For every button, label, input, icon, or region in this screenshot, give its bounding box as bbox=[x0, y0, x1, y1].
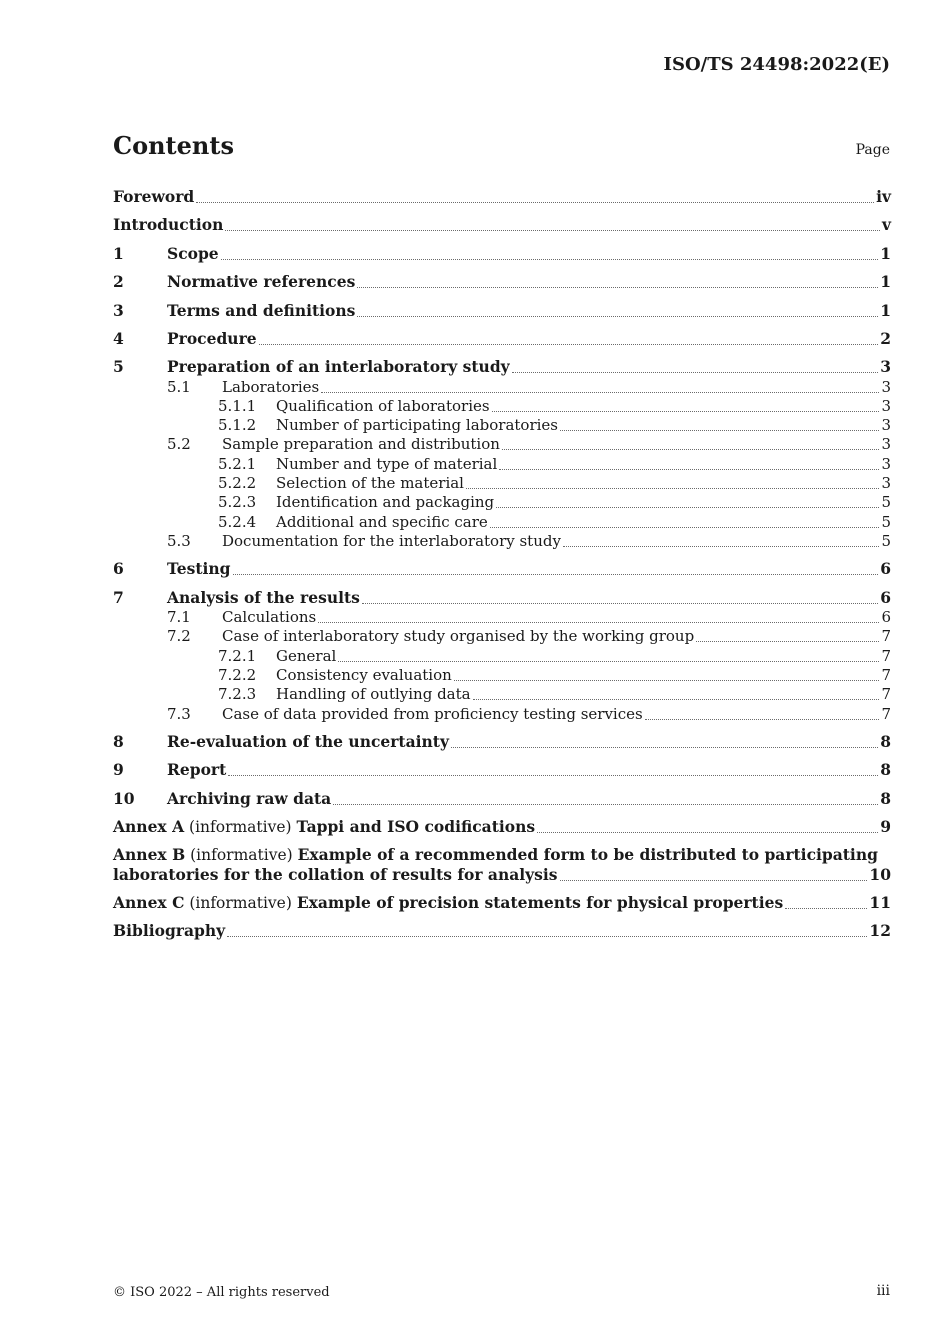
toc-annex-a[interactable] bbox=[113, 817, 891, 837]
leader-dots bbox=[196, 202, 874, 203]
toc-entry-number: 7 bbox=[113, 588, 124, 607]
toc-entry-page: 3 bbox=[881, 435, 891, 453]
toc-entry[interactable] bbox=[113, 626, 891, 646]
toc-entry[interactable] bbox=[113, 492, 891, 512]
annex-c-label: Annex C bbox=[113, 893, 185, 912]
leader-dots bbox=[451, 747, 878, 748]
toc-entry[interactable] bbox=[113, 377, 891, 397]
toc-entry-title: Introduction bbox=[113, 215, 224, 234]
leader-dots bbox=[466, 488, 879, 489]
leader-dots bbox=[357, 287, 878, 288]
toc-entry[interactable] bbox=[113, 732, 891, 752]
toc-entry-page: 3 bbox=[880, 357, 891, 376]
leader-dots bbox=[490, 527, 880, 528]
leader-dots bbox=[321, 392, 879, 393]
toc-entry-page: 7 bbox=[881, 666, 891, 684]
toc-entry-page: 3 bbox=[881, 378, 891, 396]
leader-dots bbox=[227, 936, 867, 937]
toc-entry-title: Laboratories bbox=[222, 378, 320, 396]
leader-dots bbox=[496, 507, 879, 508]
toc-entry-title: Testing bbox=[167, 559, 231, 578]
toc-entry-title: Additional and specific care bbox=[276, 513, 488, 531]
leader-dots bbox=[563, 546, 880, 547]
toc-entry-page: iv bbox=[876, 187, 891, 206]
toc-entry-title: Calculations bbox=[222, 608, 317, 626]
toc-entry[interactable] bbox=[113, 329, 891, 349]
toc-entry-title: Handling of outlying data bbox=[276, 685, 471, 703]
toc-entry-title: Documentation for the interlaboratory study bbox=[222, 532, 561, 550]
annex-b-title-cont: laboratories for the collation of results for analysis bbox=[113, 865, 558, 884]
annex-a-label: Annex A bbox=[113, 817, 185, 836]
toc-entry[interactable] bbox=[113, 588, 891, 608]
toc-entry-page: 3 bbox=[881, 416, 891, 434]
toc-entry[interactable] bbox=[113, 473, 891, 493]
toc-entry[interactable] bbox=[113, 665, 891, 685]
toc-entry-page: 3 bbox=[881, 474, 891, 492]
toc-entry-number: 9 bbox=[113, 760, 124, 779]
toc-entry-page: 6 bbox=[880, 588, 891, 607]
toc-entry-number: 5.2.4 bbox=[218, 513, 257, 531]
leader-dots bbox=[362, 603, 878, 604]
toc-entry[interactable] bbox=[113, 704, 891, 724]
toc-entry-page: 1 bbox=[880, 244, 891, 263]
leader-dots bbox=[221, 259, 879, 260]
toc-entry-number: 5.2.2 bbox=[218, 474, 257, 492]
leader-dots bbox=[259, 344, 879, 345]
toc-entry-page: 8 bbox=[880, 732, 891, 751]
toc-entry-number: 5.1 bbox=[167, 378, 191, 396]
toc-entry-number: 7.3 bbox=[167, 705, 191, 723]
toc-entry-title: Case of data provided from proficiency testing services bbox=[222, 705, 643, 723]
toc-entry-page: 2 bbox=[880, 329, 891, 348]
toc-entry[interactable] bbox=[113, 454, 891, 474]
toc-entry-number: 7.1 bbox=[167, 608, 191, 626]
annex-a-title: Tappi and ISO codifications bbox=[296, 817, 536, 836]
toc-entry-number: 3 bbox=[113, 301, 124, 320]
toc-entry-title: General bbox=[276, 647, 337, 665]
toc-entry-number: 10 bbox=[113, 789, 135, 808]
leader-dots bbox=[333, 804, 878, 805]
toc-entry[interactable] bbox=[113, 684, 891, 704]
toc-entry-page: 5 bbox=[881, 513, 891, 531]
toc-entry-page: 1 bbox=[880, 272, 891, 291]
document-id: ISO/TS 24498:2022(E) bbox=[663, 54, 890, 75]
toc-entry-number: 8 bbox=[113, 732, 124, 751]
toc-entry[interactable] bbox=[113, 301, 891, 321]
toc-entry-title: Selection of the material bbox=[276, 474, 464, 492]
toc-entry-title: Analysis of the results bbox=[167, 588, 360, 607]
toc-entry-title: Sample preparation and distribution bbox=[222, 435, 500, 453]
toc-entry-page: 8 bbox=[880, 760, 891, 779]
bibliography-page: 12 bbox=[869, 921, 891, 940]
toc-entry-page: v bbox=[881, 215, 891, 234]
toc-entry-page: 8 bbox=[880, 789, 891, 808]
toc-bibliography[interactable] bbox=[113, 921, 891, 941]
toc-entry-number: 7.2.1 bbox=[218, 647, 257, 665]
toc-entry-page: 5 bbox=[881, 493, 891, 511]
leader-dots bbox=[512, 372, 879, 373]
toc-entry-title: Normative references bbox=[167, 272, 356, 291]
leader-dots bbox=[338, 661, 879, 662]
leader-dots bbox=[696, 641, 879, 642]
toc-entry-page: 7 bbox=[881, 627, 891, 645]
toc-entry-number: 7.2.3 bbox=[218, 685, 257, 703]
contents-title: Contents bbox=[113, 131, 234, 160]
toc-entry-title: Qualification of laboratories bbox=[276, 397, 490, 415]
toc-entry-number: 7.2.2 bbox=[218, 666, 257, 684]
page-column-label: Page bbox=[855, 142, 890, 158]
bibliography-title: Bibliography bbox=[113, 921, 226, 940]
toc-entry-number: 5.2 bbox=[167, 435, 191, 453]
leader-dots bbox=[233, 574, 879, 575]
footer-copyright: © ISO 2022 – All rights reserved bbox=[113, 1285, 330, 1300]
toc-entry-page: 1 bbox=[880, 301, 891, 320]
leader-dots bbox=[560, 430, 879, 431]
toc-entry[interactable] bbox=[113, 244, 891, 264]
toc-entry-title: Report bbox=[167, 760, 227, 779]
toc-entry-title: Number of participating laboratories bbox=[276, 416, 559, 434]
annex-c-page: 11 bbox=[869, 893, 891, 912]
toc-entry-number: 5.1.2 bbox=[218, 416, 257, 434]
annex-b-label: Annex B bbox=[113, 845, 186, 864]
annex-c-title: Example of precision statements for physical properties bbox=[296, 893, 784, 912]
leader-dots bbox=[560, 880, 868, 881]
toc-entry-page: 7 bbox=[881, 705, 891, 723]
leader-dots bbox=[225, 230, 880, 231]
toc-entry-title: Scope bbox=[167, 244, 219, 263]
toc-entry-title: Foreword bbox=[113, 187, 195, 206]
leader-dots bbox=[645, 719, 880, 720]
toc-entry-page: 3 bbox=[881, 455, 891, 473]
toc-entry-number: 4 bbox=[113, 329, 124, 348]
toc-entry-number: 5.2.1 bbox=[218, 455, 257, 473]
toc-entry-page: 3 bbox=[881, 397, 891, 415]
toc-entry-number: 6 bbox=[113, 559, 124, 578]
toc-entry-number: 7.2 bbox=[167, 627, 191, 645]
leader-dots bbox=[785, 908, 867, 909]
toc-annex-c[interactable] bbox=[113, 893, 891, 913]
annex-a-note: (informative) bbox=[184, 818, 297, 836]
toc-entry-title: Procedure bbox=[167, 329, 257, 348]
toc-entry[interactable] bbox=[113, 187, 891, 207]
toc-entry-title: Re-evaluation of the uncertainty bbox=[167, 732, 449, 751]
toc-entry[interactable] bbox=[113, 607, 891, 627]
toc-entry-number: 2 bbox=[113, 272, 124, 291]
toc-entry-title: Case of interlaboratory study organised by the working group bbox=[222, 627, 695, 645]
toc-entry-number: 5.2.3 bbox=[218, 493, 257, 511]
toc-entry-number: 1 bbox=[113, 244, 124, 263]
leader-dots bbox=[357, 316, 878, 317]
toc-entry-page: 7 bbox=[881, 685, 891, 703]
toc-entry[interactable] bbox=[113, 215, 891, 235]
toc-entry[interactable] bbox=[113, 396, 891, 416]
toc-entry-title: Terms and definitions bbox=[167, 301, 356, 320]
toc-entry-page: 5 bbox=[881, 532, 891, 550]
toc-entry[interactable] bbox=[113, 531, 891, 551]
leader-dots bbox=[454, 680, 880, 681]
toc-entry-page: 6 bbox=[880, 559, 891, 578]
toc-entry-title: Number and type of material bbox=[276, 455, 498, 473]
toc-entry[interactable] bbox=[113, 789, 891, 809]
leader-dots bbox=[318, 622, 879, 623]
toc-annex-b[interactable] bbox=[113, 845, 891, 885]
leader-dots bbox=[537, 832, 878, 833]
leader-dots bbox=[502, 449, 880, 450]
toc-entry-page: 6 bbox=[881, 608, 891, 626]
toc-entry[interactable] bbox=[113, 512, 891, 532]
toc-entry-number: 5.1.1 bbox=[218, 397, 257, 415]
toc-entry-title: Identification and packaging bbox=[276, 493, 495, 511]
annex-c-note: (informative) bbox=[184, 894, 297, 912]
toc-entry[interactable] bbox=[113, 760, 891, 780]
leader-dots bbox=[228, 775, 878, 776]
toc-entry[interactable] bbox=[113, 559, 891, 579]
annex-b-note: (informative) bbox=[185, 846, 298, 864]
toc-entry-number: 5 bbox=[113, 357, 124, 376]
toc-entry-title: Archiving raw data bbox=[167, 789, 332, 808]
toc-entry-title: Preparation of an interlaboratory study bbox=[167, 357, 510, 376]
annex-b-page: 10 bbox=[869, 865, 891, 884]
leader-dots bbox=[492, 411, 880, 412]
toc-entry[interactable] bbox=[113, 357, 891, 377]
footer-page-number: iii bbox=[876, 1283, 890, 1299]
annex-b-title: Example of a recommended form to be distributed to participating bbox=[297, 845, 878, 864]
toc-entry-title: Consistency evaluation bbox=[276, 666, 452, 684]
toc-entry[interactable] bbox=[113, 272, 891, 292]
toc-entry[interactable] bbox=[113, 415, 891, 435]
toc-entry[interactable] bbox=[113, 434, 891, 454]
leader-dots bbox=[473, 699, 880, 700]
toc-entry-number: 5.3 bbox=[167, 532, 191, 550]
leader-dots bbox=[499, 469, 879, 470]
annex-a-page: 9 bbox=[880, 817, 891, 836]
toc-entry-page: 7 bbox=[881, 647, 891, 665]
toc-entry[interactable] bbox=[113, 646, 891, 666]
